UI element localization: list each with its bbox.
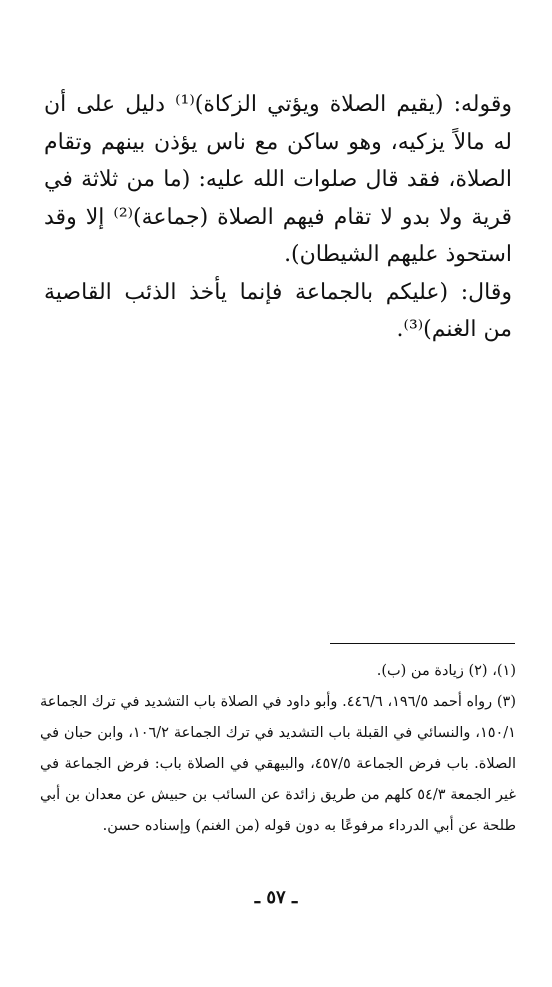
paragraph-2: وقال: (عليكم بالجماعة فإنما يأخذ الذئب القاصية من الغنم)⁽³⁾. — [44, 279, 512, 342]
page-number: ـ ٥٧ ـ — [254, 887, 298, 908]
footnotes — [40, 656, 516, 842]
footnote-1-2: (١)، (٢) زيادة من (ب). — [376, 663, 516, 679]
paragraph-1: وقوله: (يقيم الصلاة ويؤتي الزكاة)⁽¹⁾ دليل على أن له مالاً يزكيه، وهو ساكن مع ناس يؤذن بينهم وتقام الصلاة، فقد قال صلوات الله عليه: (ما من ثلاثة في قرية ولا بدو لا تقام فيهم الصلاة (جماعة)⁽²⁾ إلا وقد استحوذ عليهم الشيطان). — [44, 92, 512, 267]
footnote-separator — [330, 643, 515, 644]
main-text — [44, 86, 512, 349]
footnote-3: (٣) رواه أحمد ١٩٦/٥، ٤٤٦/٦. وأبو داود في الصلاة باب التشديد في ترك الجماعة ١٥٠/١، والنسائي في القبلة باب التشديد في ترك الجماعة ١٠٦/٢، وابن حبان في الصلاة. باب فرض الجماعة ٤٥٧/٥، والبيهقي في الصلاة باب: فرض الجماعة في غير الجمعة ٥٤/٣ كلهم من طريق زائدة عن السائب بن حبيش عن معدان بن أبي طلحة عن أبي الدرداء مرفوعًا به دون قوله (من الغنم) وإسناده حسن. — [40, 694, 516, 834]
